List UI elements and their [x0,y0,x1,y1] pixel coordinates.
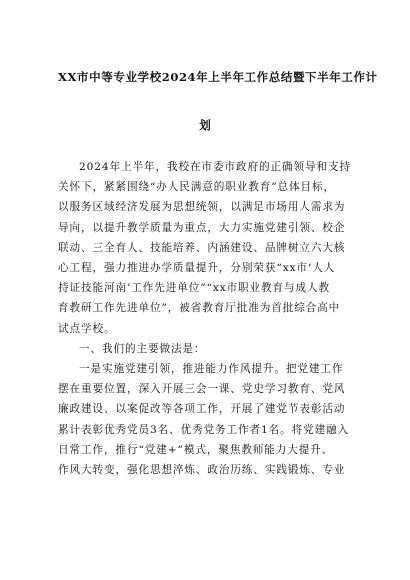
text-line: 一是实施党建引领，推进能力作风提升。把党建工作 [79,363,344,376]
text-line: 累计表彰优秀党员3名、优秀党务工作者1名。将党建融入 [58,423,350,436]
text-line: 作风大转变，强化思想淬炼、政治历练、实践锻炼、专业 [58,464,346,477]
text-line: 育教研工作先进单位”，被省教育厅批准为首批综合高中 [58,302,341,315]
document-title: XX市中等专业学校2024年上半年工作总结暨下半年工作计 [58,70,378,84]
text-line: 廉政建设、以案促改等各项工作，开展了建党节表彰活动 [58,403,346,416]
text-line: 心工程，强力推进办学质量提升，分别荣获“xx市‘人人 [58,262,336,275]
text-line: 2024年上半年，我校在市委市政府的正确领导和支持 [79,161,351,173]
document-title-continuation: 划 [199,118,211,132]
text-line: 关怀下，紧紧围绕“办人民满意的职业教育”总体目标， [58,181,335,194]
text-line: 一、我们的主要做法是： [79,342,206,355]
text-line: 以服务区域经济发展为思想统领，以满足市场用人需求为 [58,201,346,214]
text-line: 导向，以提升教学质量为重点，大力实施党建引领、校企 [58,221,346,234]
text-line: 持证技能河南’工作先进单位”“xx市职业教育与成人教 [58,282,331,295]
text-line: 摆在重要位置，深入开展三会一课、党史学习教育、党风 [58,383,346,396]
section-heading [58,339,352,359]
text-line: 联动、三全育人、技能培养、内涵建设、品牌树立六大核 [58,241,346,254]
paragraph-party-building [58,359,352,480]
paragraph-intro [58,157,352,339]
text-line: 日常工作，推行“党建+”模式，聚焦教师能力大提升、 [58,443,334,456]
document-body [58,157,352,480]
text-line: 试点学校。 [58,322,116,335]
